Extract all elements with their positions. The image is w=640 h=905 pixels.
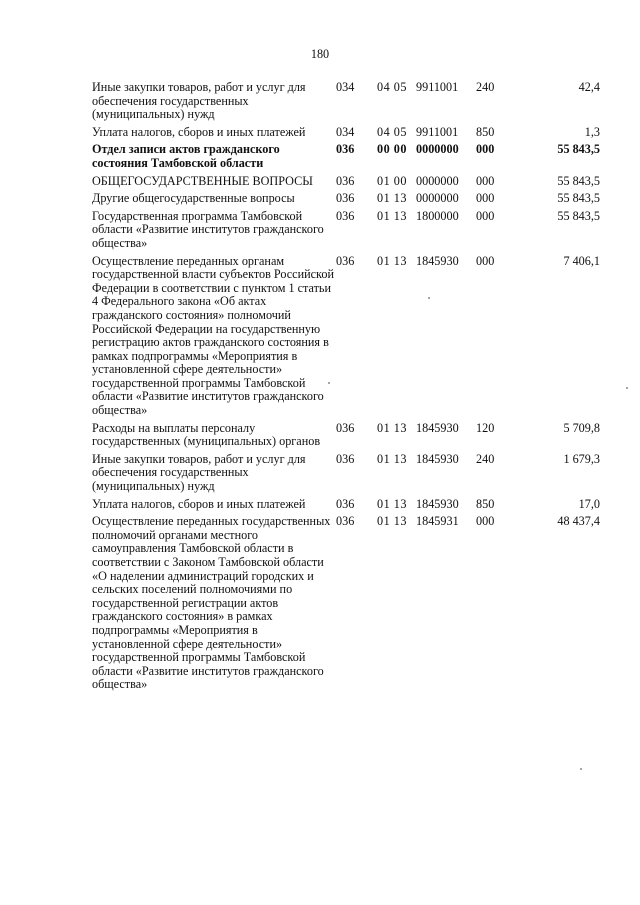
row-name: ОБЩЕГОСУДАРСТВЕННЫЕ ВОПРОСЫ — [92, 173, 313, 188]
row-section-code: 01 13 — [377, 420, 407, 435]
row-target-code: 1845930 — [416, 451, 459, 466]
row-name: Иные закупки товаров, работ и услуг для обеспечения государственных (муниципальных) нужд — [92, 451, 306, 494]
row-name: Осуществление переданных государственных полномочий органами местного самоуправления Тамбовской области в соответствии с Законом Тамбовской области «О наделении администраций городских и сельских поселений полномочиями по государственной регистрации актов гражданского состояния» в рамках подпрограммы «Мероприятия в установленной сфере деятельности» государственной программы Тамбовской области «Развитие институтов гражданского общества» — [92, 514, 331, 692]
budget-table — [92, 81, 600, 696]
row-sum: 55 843,5 — [557, 208, 600, 223]
row-target-code: 0000000 — [416, 191, 459, 206]
row-section-code: 01 13 — [377, 208, 407, 223]
table-row — [92, 255, 600, 422]
row-sum: 1,3 — [584, 124, 600, 139]
row-target-code: 1845931 — [416, 514, 459, 529]
table-row — [92, 453, 600, 498]
row-name: Уплата налогов, сборов и иных платежей — [92, 124, 306, 139]
table-row — [92, 126, 600, 144]
row-expense-type-code: 850 — [476, 124, 495, 139]
table-row — [92, 498, 600, 516]
row-sum: 5 709,8 — [563, 420, 600, 435]
budget-table-body — [92, 81, 600, 696]
row-adm-code: 036 — [336, 142, 355, 157]
row-section-code: 00 00 — [377, 142, 407, 157]
row-name: Иные закупки товаров, работ и услуг для обеспечения государственных (муниципальных) нужд — [92, 80, 306, 122]
row-section-code: 01 13 — [377, 451, 407, 466]
row-expense-type-code: 000 — [476, 191, 495, 206]
scan-speck — [428, 297, 430, 299]
row-sum: 48 437,4 — [557, 514, 600, 529]
row-expense-type-code: 000 — [476, 514, 495, 529]
row-adm-code: 036 — [336, 191, 355, 206]
scan-speck — [626, 387, 628, 389]
row-adm-code: 036 — [336, 514, 355, 529]
row-name: Расходы на выплаты персоналу государственных (муниципальных) органов — [92, 420, 321, 449]
row-section-code: 01 00 — [377, 173, 407, 188]
row-target-code: 1800000 — [416, 208, 459, 223]
row-expense-type-code: 000 — [476, 208, 495, 223]
row-name: Уплата налогов, сборов и иных платежей — [92, 496, 306, 511]
scan-speck — [328, 382, 330, 384]
row-sum: 55 843,5 — [557, 191, 600, 206]
row-target-code: 9911001 — [416, 80, 459, 94]
row-name: Другие общегосударственные вопросы — [92, 191, 295, 206]
row-expense-type-code: 000 — [476, 253, 495, 268]
row-adm-code: 036 — [336, 496, 355, 511]
table-row-heading — [92, 143, 600, 174]
scan-speck — [580, 768, 582, 770]
row-sum: 42,4 — [578, 80, 600, 94]
row-target-code: 1845930 — [416, 420, 459, 435]
row-expense-type-code: 850 — [476, 496, 495, 511]
row-adm-code: 036 — [336, 173, 355, 188]
table-row — [92, 422, 600, 453]
row-section-code: 04 05 — [377, 124, 407, 139]
row-adm-code: 036 — [336, 208, 355, 223]
row-name: Отдел записи актов гражданского состояния Тамбовской области — [92, 142, 280, 170]
row-adm-code: 036 — [336, 451, 355, 466]
row-sum: 55 843,5 — [557, 173, 600, 188]
row-target-code: 0000000 — [416, 142, 459, 157]
row-adm-code: 036 — [336, 420, 355, 435]
row-expense-type-code: 120 — [476, 420, 495, 435]
row-target-code: 9911001 — [416, 124, 459, 139]
row-section-code: 01 13 — [377, 514, 407, 529]
row-sum: 1 679,3 — [563, 451, 600, 466]
row-adm-code: 034 — [336, 80, 355, 94]
page-number: 180 — [310, 47, 330, 61]
row-adm-code: 034 — [336, 124, 355, 139]
table-row — [92, 515, 600, 696]
row-target-code: 0000000 — [416, 173, 459, 188]
row-section-code: 01 13 — [377, 253, 407, 268]
row-sum: 55 843,5 — [557, 142, 600, 157]
row-expense-type-code: 000 — [476, 173, 495, 188]
table-row — [92, 175, 600, 193]
row-target-code: 1845930 — [416, 496, 459, 511]
row-adm-code: 036 — [336, 253, 355, 268]
row-target-code: 1845930 — [416, 253, 459, 268]
row-expense-type-code: 240 — [476, 80, 495, 94]
row-name: Осуществление переданных органам государственной власти субъектов Российской Федерации в соответствии с пунктом 1 статьи 4 Федерального закона «Об актах гражданского состояния» полномочий Российской Федерации на государственную регистрацию актов гражданского состояния в рамках подпрограммы «Мероприятия в установленной сфере деятельности» государственной программы Тамбовской области «Развитие институтов гражданского общества» — [92, 253, 334, 418]
row-section-code: 04 05 — [377, 80, 407, 94]
row-sum: 7 406,1 — [563, 253, 600, 268]
table-row — [92, 81, 600, 126]
table-row — [92, 192, 600, 210]
table-row — [92, 210, 600, 255]
row-expense-type-code: 240 — [476, 451, 495, 466]
row-sum: 17,0 — [578, 496, 600, 511]
row-section-code: 01 13 — [377, 496, 407, 511]
row-name: Государственная программа Тамбовской области «Развитие институтов гражданского общества» — [92, 208, 324, 250]
row-section-code: 01 13 — [377, 191, 407, 206]
row-expense-type-code: 000 — [476, 142, 495, 157]
